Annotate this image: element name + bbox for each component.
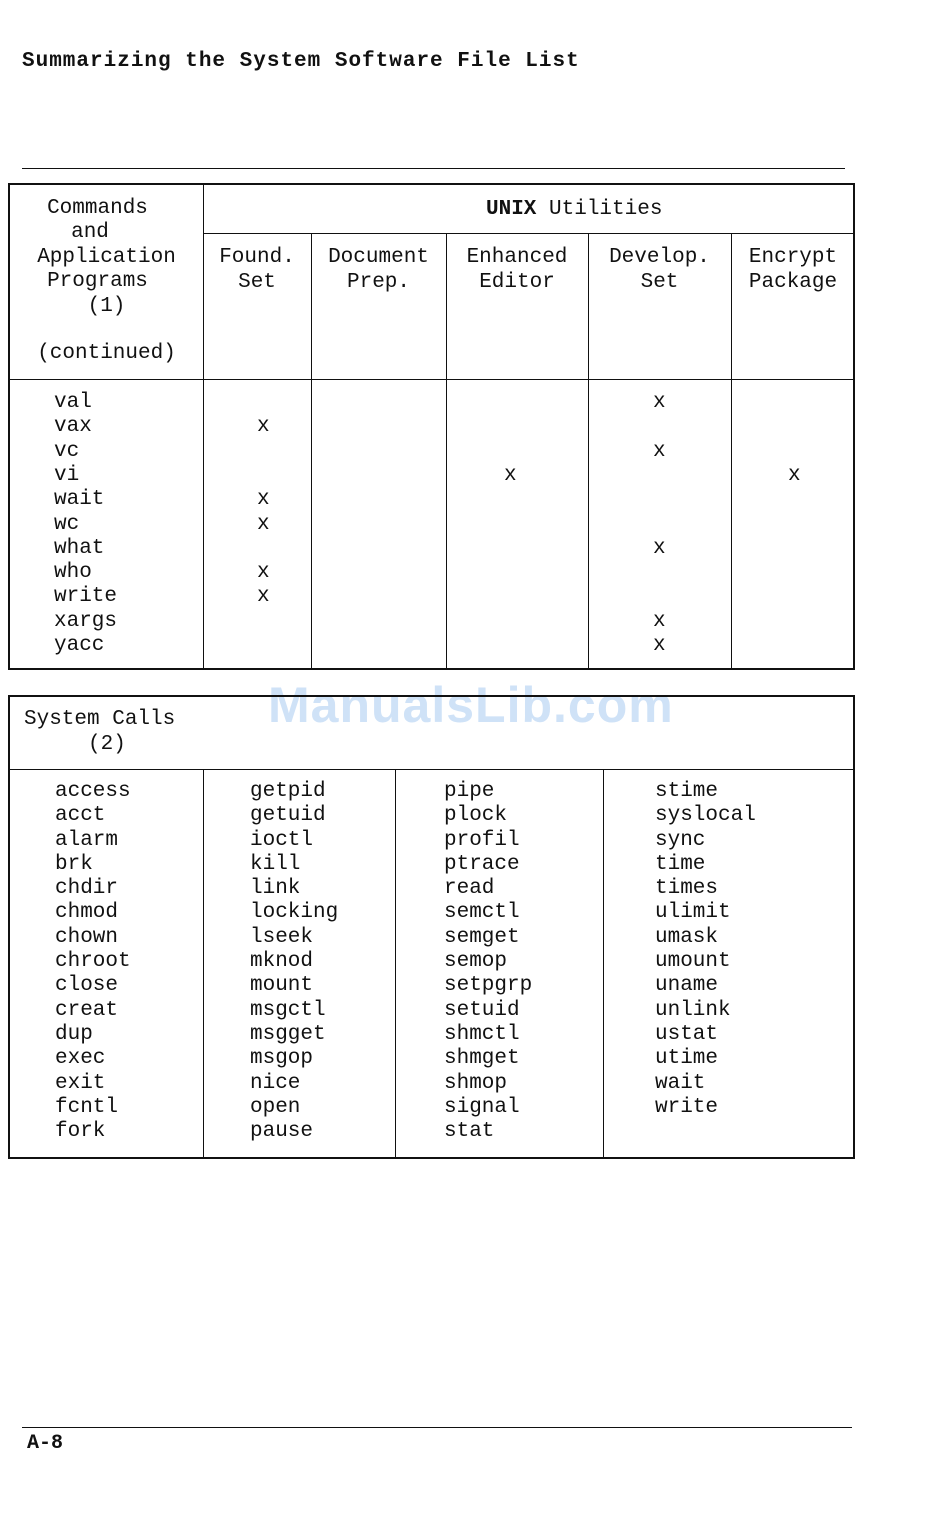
column-header-line: Prep. [346, 270, 410, 294]
system-call-item: chown [55, 925, 119, 949]
availability-mark: x [653, 634, 666, 657]
availability-mark: x [653, 609, 666, 633]
system-call-item: kill [250, 852, 301, 876]
command-name: wait [54, 488, 105, 512]
command-name: write [54, 585, 118, 609]
system-call-item: semop [444, 950, 508, 974]
column-header-document-prep [311, 246, 446, 295]
column-header-line: Set [238, 270, 276, 294]
system-call-item: chmod [55, 901, 119, 925]
availability-mark: x [257, 585, 270, 609]
system-call-item: getuid [250, 804, 326, 828]
system-call-item: ioctl [250, 828, 314, 852]
header-body-divider [10, 379, 855, 380]
page-number: A-8 [27, 1432, 64, 1455]
utilities-label: Utilities [536, 198, 663, 221]
system-call-item: chdir [55, 877, 119, 901]
column-header-line: Encrypt [748, 246, 838, 269]
system-call-item: chroot [55, 950, 131, 974]
commands-table [8, 183, 855, 670]
system-calls-header-line: (2) [88, 733, 126, 756]
system-call-item: msgget [250, 1022, 326, 1046]
system-call-item: dup [55, 1022, 93, 1046]
availability-mark: x [788, 463, 801, 487]
column-header-line: Enhanced [466, 246, 568, 269]
system-call-item: msgctl [250, 998, 326, 1022]
system-call-item: locking [250, 901, 339, 925]
column-header-encrypt-package [731, 246, 855, 295]
system-call-item: exit [55, 1071, 106, 1095]
system-call-item: ptrace [444, 852, 520, 876]
system-call-item: pause [250, 1120, 314, 1144]
system-call-item: pipe [444, 780, 495, 803]
column-header-line: Found. [219, 246, 295, 269]
availability-mark: x [257, 415, 270, 439]
system-call-item: shmctl [444, 1022, 520, 1046]
column-header-line: Package [748, 270, 838, 294]
system-call-item: link [250, 877, 301, 901]
availability-mark: x [653, 391, 666, 414]
system-call-item: umount [655, 950, 731, 974]
commands-header-line: Commands [47, 197, 148, 220]
system-call-item: uname [655, 974, 719, 998]
column-header-line: Set [640, 270, 679, 294]
system-call-item: exec [55, 1047, 106, 1071]
system-call-item: semctl [444, 901, 520, 925]
availability-mark: x [653, 439, 666, 463]
system-call-item: utime [655, 1047, 719, 1071]
system-call-item: umask [655, 925, 719, 949]
system-call-item: profil [444, 828, 520, 852]
footer-rule [22, 1427, 852, 1428]
column-divider [603, 769, 604, 1159]
command-name: vax [54, 415, 92, 439]
commands-table-body [10, 391, 855, 661]
system-calls-column [250, 780, 338, 1144]
system-calls-header-line: System Calls [24, 708, 176, 731]
column-header-develop-set [588, 246, 731, 295]
command-name: xargs [54, 609, 118, 633]
system-call-item: mknod [250, 950, 314, 974]
system-call-item: times [655, 877, 719, 901]
command-name: vi [54, 463, 80, 487]
command-name: what [54, 536, 105, 560]
command-name: val [54, 391, 92, 414]
system-call-item: setuid [444, 998, 520, 1022]
system-call-item: shmop [444, 1071, 508, 1095]
system-call-item: creat [55, 998, 119, 1022]
system-calls-column [655, 780, 756, 1120]
availability-mark: x [257, 561, 270, 585]
header-rule [22, 168, 845, 169]
watermark-logo: ManualsLib.com [268, 677, 674, 733]
system-call-item: nice [250, 1071, 301, 1095]
system-call-item: brk [55, 852, 93, 876]
system-call-item: read [444, 877, 495, 901]
system-call-item: setpgrp [444, 974, 533, 998]
system-call-item: access [55, 780, 131, 803]
system-call-item: unlink [655, 998, 731, 1022]
system-calls-column [55, 780, 131, 1144]
column-header-found-set [203, 246, 311, 295]
command-name: vc [54, 439, 80, 463]
system-call-item: open [250, 1095, 301, 1119]
command-name: wc [54, 512, 80, 536]
commands-header-line: Application [37, 246, 176, 269]
availability-mark: x [257, 512, 270, 536]
system-call-item: alarm [55, 828, 119, 852]
system-call-item: syslocal [655, 804, 756, 828]
commands-header-line: (1) [87, 295, 126, 318]
column-divider [203, 769, 204, 1159]
system-call-item: signal [444, 1095, 520, 1119]
commands-header-line: Programs [47, 270, 148, 293]
system-call-item: acct [55, 804, 106, 828]
command-name: who [54, 561, 92, 585]
column-header-line: Editor [479, 270, 555, 294]
system-calls-table [8, 695, 855, 1159]
availability-mark: x [257, 488, 270, 512]
system-call-item: msgop [250, 1047, 314, 1071]
system-call-item: close [55, 974, 119, 998]
system-call-item: fork [55, 1120, 106, 1144]
system-call-item: getpid [250, 780, 326, 803]
system-call-item: semget [444, 925, 520, 949]
system-call-item: ustat [655, 1022, 719, 1046]
system-call-item: stime [655, 780, 719, 803]
unix-label: UNIX [486, 198, 537, 221]
system-call-item: time [655, 852, 706, 876]
system-call-item: wait [655, 1071, 706, 1095]
system-call-item: plock [444, 804, 508, 828]
system-call-item: write [655, 1095, 719, 1119]
commands-header-line: and [71, 221, 109, 244]
column-header-line: Document [328, 246, 429, 269]
system-call-item: shmget [444, 1047, 520, 1071]
column-divider [395, 769, 396, 1159]
commands-header-line: (continued) [37, 342, 176, 365]
page-title: Summarizing the System Software File List [22, 50, 580, 73]
system-calls-column [444, 780, 532, 1144]
column-header-line: Develop. [609, 246, 710, 269]
group-header-divider [203, 233, 855, 234]
system-call-item: ulimit [655, 901, 731, 925]
system-call-item: lseek [250, 925, 314, 949]
system-call-item: fcntl [55, 1095, 119, 1119]
system-call-item: mount [250, 974, 314, 998]
system-call-item: sync [655, 828, 706, 852]
availability-mark: x [504, 463, 517, 487]
column-header-enhanced-editor [446, 246, 588, 295]
availability-mark: x [653, 536, 666, 560]
unix-utilities-header [486, 198, 662, 223]
system-call-item: stat [444, 1120, 495, 1144]
command-name: yacc [54, 634, 105, 657]
header-body-divider [10, 769, 855, 770]
